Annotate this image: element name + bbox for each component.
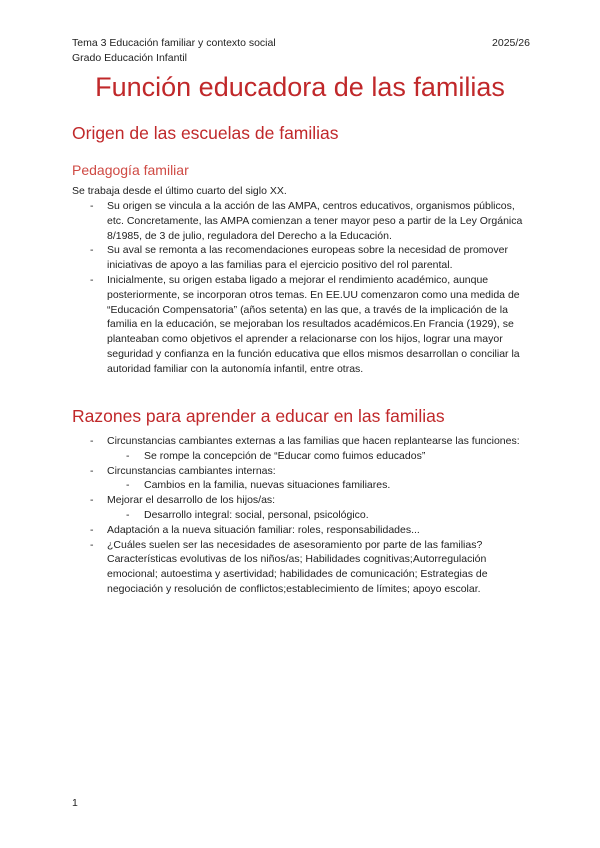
list-item xyxy=(90,464,530,494)
sub-list-item: - Cambios en la familia, nuevas situaciones familiares. xyxy=(107,478,530,493)
list-item-text: Circunstancias cambiantes internas: xyxy=(107,464,276,477)
page-header xyxy=(72,36,276,66)
sub-list-item: - Se rompe la concepción de “Educar como fuimos educados” xyxy=(107,449,530,464)
section-heading-origen: Origen de las escuelas de familias xyxy=(72,123,339,143)
origin-list xyxy=(90,199,530,377)
list-item: - Adaptación a la nueva situación familiar: roles, responsabilidades... xyxy=(90,523,530,538)
reasons-list xyxy=(90,434,530,597)
subheading-pedagogia: Pedagogía familiar xyxy=(72,162,189,178)
section-heading-razones: Razones para aprender a educar en las familias xyxy=(72,406,445,426)
course-topic: Tema 3 Educación familiar y contexto social xyxy=(72,37,276,49)
list-item xyxy=(90,434,530,464)
list-item: - ¿Cuáles suelen ser las necesidades de asesoramiento por parte de las familias? Características evolutivas de los niños/as; Habilidades cognitivas;Autorregulación emocional; autoestima y asertividad; habilidades de comunicación; Estrategias de negociación y resolución de conflictos;establecimiento de límites; apoyo escolar. xyxy=(90,538,530,597)
sub-list-item: - Desarrollo integral: social, personal, psicológico. xyxy=(107,508,530,523)
degree-name: Grado Educación Infantil xyxy=(72,52,187,64)
page-number: 1 xyxy=(72,797,78,809)
document-title: Función educadora de las familias xyxy=(95,72,505,102)
academic-year: 2025/26 xyxy=(492,37,530,49)
list-item: - Inicialmente, su origen estaba ligado a mejorar el rendimiento académico, aunque posteriormente, se incorporan otros temas. En EE.UU comenzaron como una medida de “Educación Compensatoria” (años setenta) en las que, a través de la implicación de la familia en la educación, se mejoraban los resultados académicos.En Francia (1929), se planteaban como objetivos el aprender a relacionarse con los hijos, lograr una mayor seguridad y confianza en la función educativa que ellos mismos desarrollan o conciliar la autoridad familiar con la autonomía infantil, entre otras. xyxy=(90,273,530,377)
list-item: - Su origen se vincula a la acción de las AMPA, centros educativos, organismos públicos, etc. Concretamente, las AMPA comienzan a tener mayor peso a partir de la Ley Orgánica 8/1985, de 3 de julio, reguladora del Derecho a la Educación. xyxy=(90,199,530,243)
intro-paragraph: Se trabaja desde el último cuarto del siglo XX. xyxy=(72,185,287,197)
list-item xyxy=(90,493,530,523)
list-item-text: Mejorar el desarrollo de los hijos/as: xyxy=(107,494,276,507)
list-item-text: Circunstancias cambiantes externas a las familias que hacen replantearse las funciones: xyxy=(107,435,520,447)
list-item: - Su aval se remonta a las recomendaciones europeas sobre la necesidad de promover iniciativas de apoyo a las familias para el ejercicio positivo del rol parental. xyxy=(90,243,530,273)
